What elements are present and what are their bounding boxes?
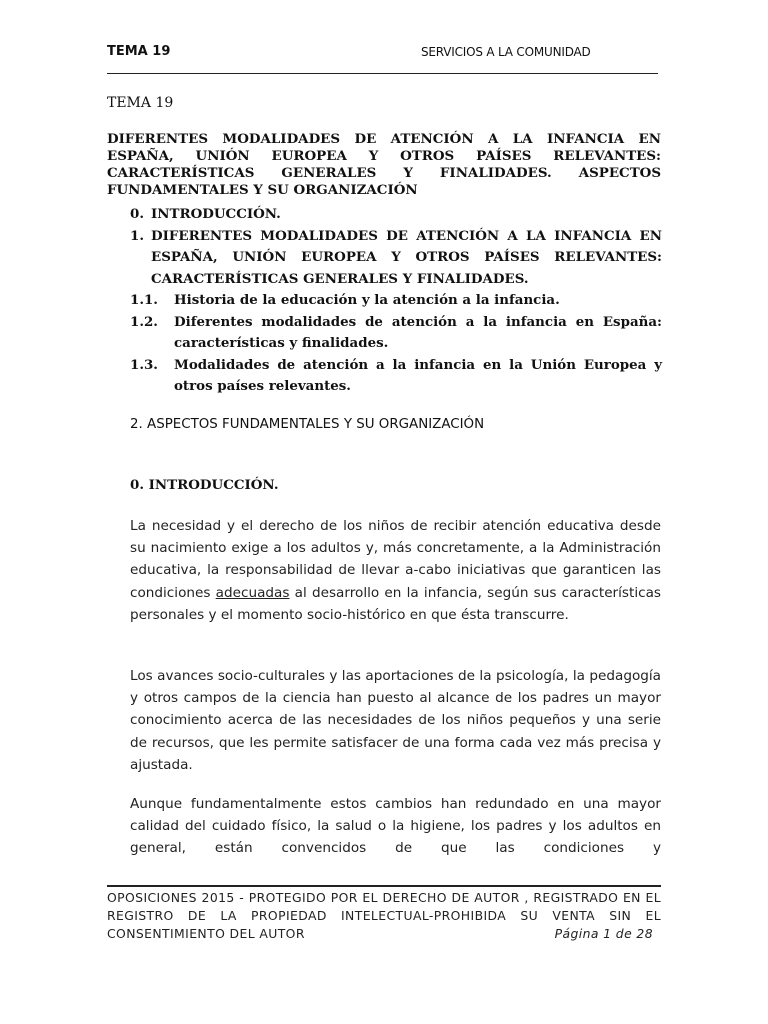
- footer-author-consent: CONSENTIMIENTO DEL AUTOR: [107, 926, 305, 941]
- body-paragraph: Los avances socio-culturales y las aportaciones de la psicología, la pedagogía y otros campos de la ciencia han puesto al alcance de los padres un mayor conocimiento acerca de las necesidades de los niños pequeños y una serie de recursos, que les permite satisfacer de una forma cada vez más precisa y ajustada.: [130, 668, 661, 773]
- toc-item-text: INTRODUCCIÓN.: [151, 206, 281, 222]
- footer: [107, 889, 661, 943]
- toc-item-number: 1.: [130, 227, 144, 244]
- toc-spacer: [130, 398, 662, 417]
- section-heading: 0. INTRODUCCIÓN.: [130, 477, 279, 493]
- body-paragraph: Aunque fundamentalmente estos cambios han redundado en una mayor calidad del cuidado físico, la salud o la higiene, los padres y los adultos en general, están convencidos de que las condiciones y: [130, 796, 661, 857]
- toc-item-number: 1.1.: [130, 292, 158, 308]
- underlined-word: adecuadas: [215, 584, 290, 601]
- document-title: DIFERENTES MODALIDADES DE ATENCIÓN A LA INFANCIA EN ESPAÑA, UNIÓN EUROPEA Y OTROS PAÍSES RELEVANTES: CARACTERÍSTICAS GENERALES Y FINALIDADES. ASPECTOS FUNDAMENTALES Y SU ORGANIZACIÓN: [107, 131, 661, 198]
- body-paragraph: [130, 515, 661, 626]
- toc-item-text: 2. ASPECTOS FUNDAMENTALES Y SU ORGANIZACIÓN: [130, 416, 485, 432]
- tema-label: TEMA 19: [107, 95, 174, 111]
- paragraph-text: La necesidad y el derecho de los niños de recibir atención educativa desde su nacimiento exige a los adultos y, más concretamente, a la Administración educativa, la responsabilidad de llevar a-cabo iniciativas que garanticen las condiciones: [130, 518, 661, 601]
- toc-item: [130, 417, 662, 432]
- toc-item: [130, 312, 662, 355]
- page-number: Página 1 de 28: [554, 926, 653, 941]
- table-of-contents: [130, 204, 662, 432]
- header-left: TEMA 19: [107, 44, 171, 59]
- header-divider: [107, 73, 658, 74]
- toc-item-number: 0.: [130, 206, 144, 222]
- toc-item-text: Diferentes modalidades de atención a la infancia en España: características y finalidades.: [174, 313, 662, 351]
- paragraph-text: al desarrollo en la infancia, según sus características personales y el momento socio-histórico en que ésta transcurre.: [130, 584, 661, 623]
- toc-item: [130, 290, 662, 312]
- toc-item-number: 1.3.: [130, 356, 158, 373]
- toc-item-number: 1.2.: [130, 313, 158, 330]
- toc-item: [130, 355, 662, 398]
- footer-divider: [107, 885, 661, 887]
- toc-item: [130, 204, 662, 226]
- toc-item-text: Modalidades de atención a la infancia en la Unión Europea y otros países relevantes.: [174, 356, 662, 394]
- footer-copyright: OPOSICIONES 2015 - PROTEGIDO POR EL DERECHO DE AUTOR , REGISTRADO EN EL REGISTRO DE LA PROPIEDAD INTELECTUAL-PROHIBIDA SU VENTA SIN EL: [107, 890, 661, 923]
- toc-item-text: DIFERENTES MODALIDADES DE ATENCIÓN A LA INFANCIA EN ESPAÑA, UNIÓN EUROPEA Y OTROS PAÍSES RELEVANTES: CARACTERÍSTICAS GENERALES Y FINALIDADES.: [151, 227, 662, 287]
- toc-item: [130, 226, 662, 291]
- header-right: SERVICIOS A LA COMUNIDAD: [421, 45, 591, 59]
- toc-item-text: Historia de la educación y la atención a la infancia.: [174, 292, 560, 308]
- footer-last-line: [107, 925, 661, 943]
